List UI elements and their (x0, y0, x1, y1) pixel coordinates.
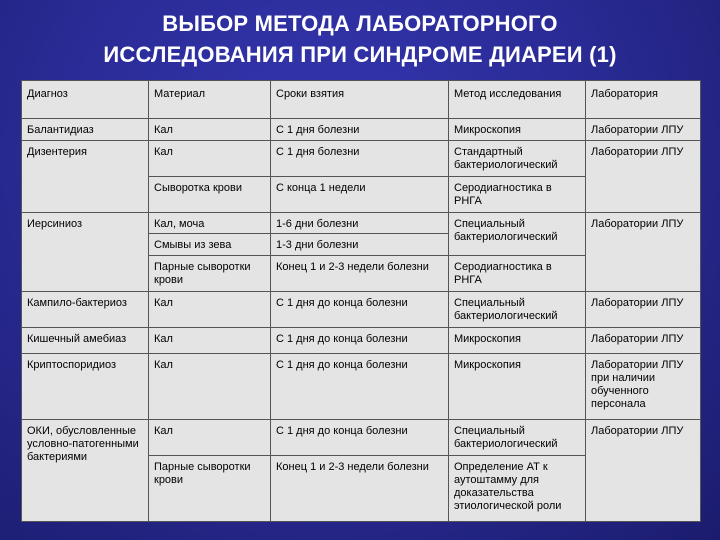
header-method: Метод исследования (449, 81, 586, 119)
slide-title (0, 8, 720, 70)
cell-method: Специальный бактериологический (449, 419, 586, 455)
cell-timing: С 1 дня болезни (271, 118, 449, 140)
cell-method: Микроскопия (449, 353, 586, 419)
header-material: Материал (149, 81, 271, 119)
cell-material: Кал (149, 353, 271, 419)
cell-lab: Лаборатории ЛПУ (586, 118, 701, 140)
cell-material: Кал (149, 419, 271, 455)
cell-material: Кал (149, 328, 271, 354)
header-diagnosis: Диагноз (22, 81, 149, 119)
slide-title-line-1: ВЫБОР МЕТОДА ЛАБОРАТОРНОГО (162, 11, 558, 36)
cell-method: Стандартный бактериологический (449, 141, 586, 177)
slide-title-line-2: ИССЛЕДОВАНИЯ ПРИ СИНДРОМЕ ДИАРЕИ (1) (103, 42, 617, 67)
cell-method: Специальный бактериологический (449, 212, 586, 255)
cell-method: Микроскопия (449, 118, 586, 140)
cell-timing: С 1 дня до конца болезни (271, 353, 449, 419)
cell-timing: С конца 1 недели (271, 176, 449, 212)
cell-material: Сыворотка крови (149, 176, 271, 212)
cell-material: Кал (149, 141, 271, 177)
cell-method: Серодиагностика в РНГА (449, 255, 586, 292)
cell-diagnosis: Кишечный амебиаз (22, 328, 149, 354)
cell-timing: С 1 дня до конца болезни (271, 292, 449, 328)
cell-diagnosis: Кампило-бактериоз (22, 292, 149, 328)
lab-methods-table (21, 80, 701, 522)
cell-timing: Конец 1 и 2-3 недели болезни (271, 455, 449, 521)
cell-material: Кал, моча (149, 212, 271, 233)
cell-material: Кал (149, 292, 271, 328)
cell-timing: Конец 1 и 2-3 недели болезни (271, 255, 449, 292)
table-row (22, 141, 701, 177)
cell-timing: С 1 дня до конца болезни (271, 419, 449, 455)
cell-lab: Лаборатории ЛПУ (586, 292, 701, 328)
table-row (22, 328, 701, 354)
table-row (22, 419, 701, 455)
cell-timing: С 1 дня до конца болезни (271, 328, 449, 354)
cell-diagnosis: ОКИ, обусловленные условно-патогенными бактериями (22, 419, 149, 521)
cell-lab: Лаборатории ЛПУ (586, 141, 701, 212)
cell-material: Парные сыворотки крови (149, 455, 271, 521)
cell-method: Микроскопия (449, 328, 586, 354)
table-row (22, 118, 701, 140)
header-timing: Сроки взятия (271, 81, 449, 119)
cell-timing: 1-3 дни болезни (271, 234, 449, 255)
cell-method: Определение АТ к аутоштамму для доказательства этиологической роли (449, 455, 586, 521)
cell-material: Смывы из зева (149, 234, 271, 255)
cell-diagnosis: Иерсиниоз (22, 212, 149, 292)
cell-material: Кал (149, 118, 271, 140)
cell-lab: Лаборатории ЛПУ (586, 419, 701, 521)
cell-method: Специальный бактериологический (449, 292, 586, 328)
cell-lab: Лаборатории ЛПУ (586, 328, 701, 354)
cell-diagnosis: Дизентерия (22, 141, 149, 212)
cell-lab: Лаборатории ЛПУ при наличии обученного персонала (586, 353, 701, 419)
cell-method: Серодиагностика в РНГА (449, 176, 586, 212)
table-row (22, 212, 701, 233)
table-header-row (22, 81, 701, 119)
header-lab: Лаборатория (586, 81, 701, 119)
cell-diagnosis: Криптоспоридиоз (22, 353, 149, 419)
cell-diagnosis: Балантидиаз (22, 118, 149, 140)
table-row (22, 353, 701, 419)
cell-timing: С 1 дня болезни (271, 141, 449, 177)
cell-timing: 1-6 дни болезни (271, 212, 449, 233)
cell-lab: Лаборатории ЛПУ (586, 212, 701, 292)
table-row (22, 292, 701, 328)
cell-material: Парные сыворотки крови (149, 255, 271, 292)
